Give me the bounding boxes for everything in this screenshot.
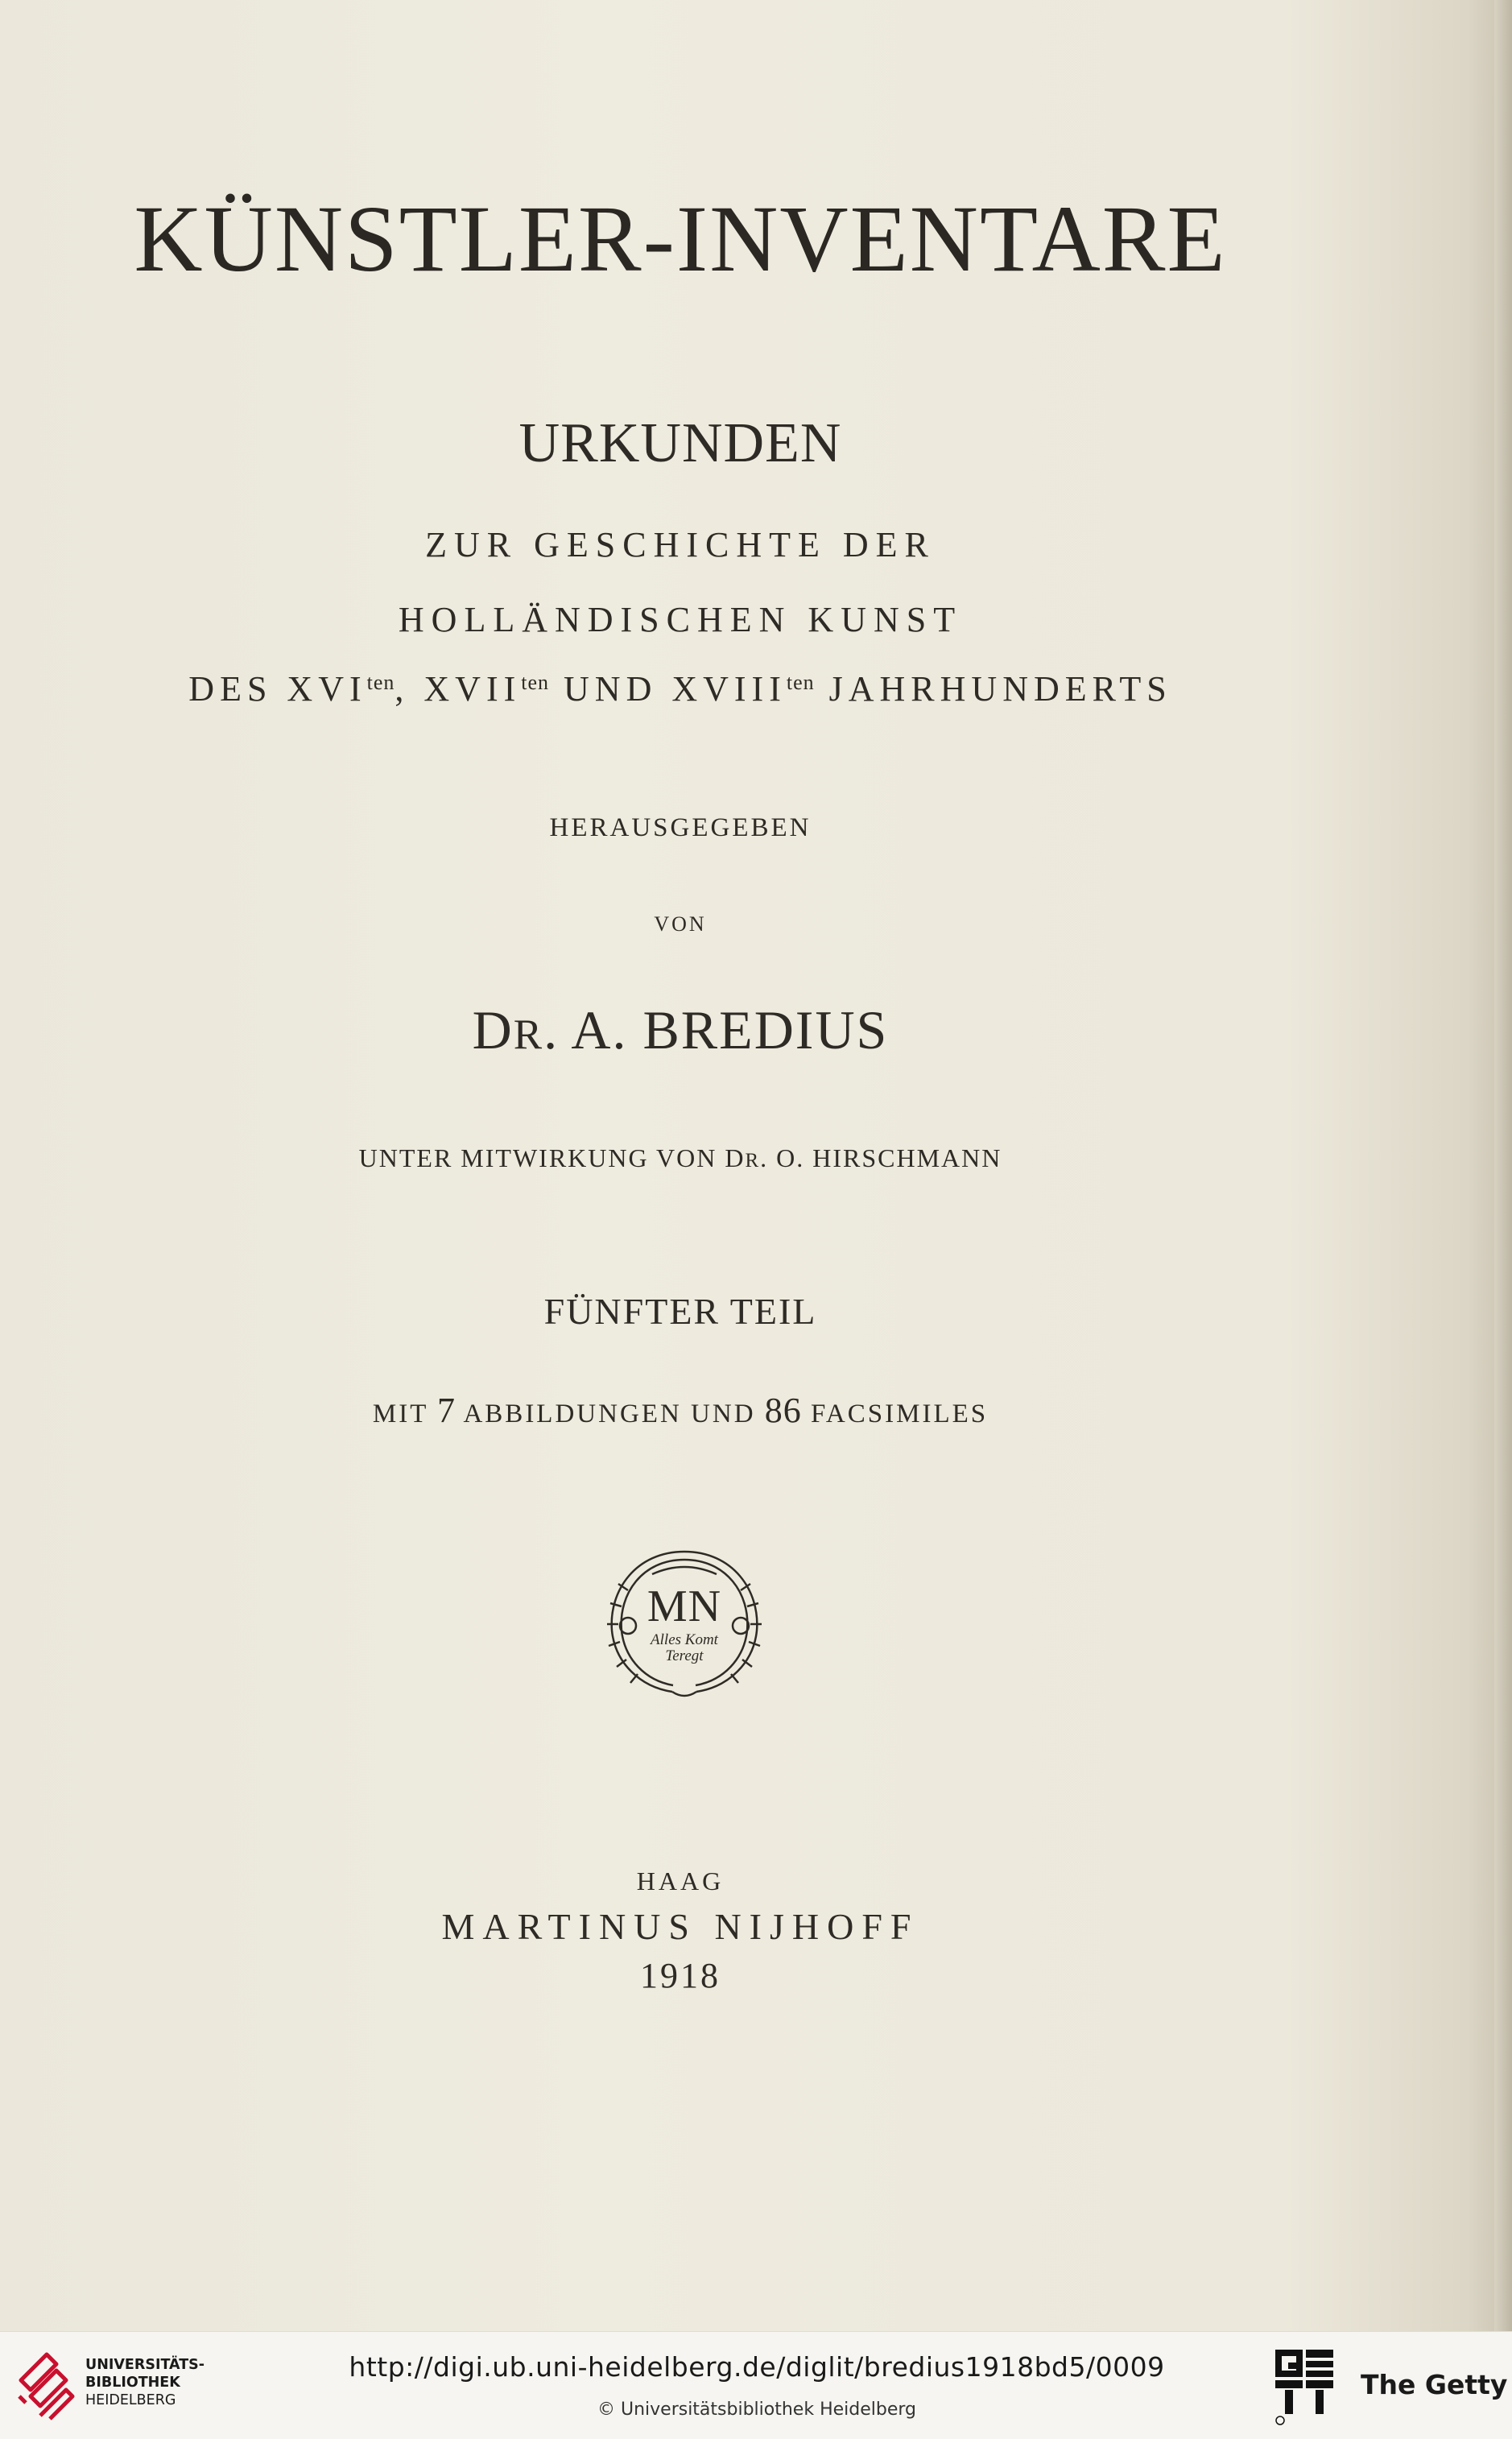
century-16: XVI — [287, 669, 367, 709]
collab-dr-initial: D — [725, 1143, 746, 1172]
ordinal-suffix: ten — [366, 671, 395, 694]
page-edge — [1494, 0, 1512, 2331]
library-line-1: UNIVERSITÄTS- — [85, 2357, 205, 2373]
ordinal-suffix: ten — [521, 671, 550, 694]
illustration-count: 7 — [437, 1391, 456, 1430]
ub-heidelberg-logo-icon — [14, 2348, 77, 2422]
word-des: DES — [188, 669, 273, 709]
word-jahrhunderts: JAHRHUNDERTS — [828, 669, 1172, 709]
dr-initial: D — [472, 999, 514, 1060]
subtitle-line-1: ZUR GESCHICHTE DER — [425, 525, 936, 564]
book-subtitle: URKUNDEN — [518, 412, 842, 474]
collaboration-line — [0, 1145, 1361, 1172]
collab-dr-small-caps: R — [745, 1150, 761, 1172]
word-mit: MIT — [372, 1399, 428, 1428]
monogram: MN — [647, 1581, 722, 1631]
imprint-city: HAAG — [636, 1866, 725, 1895]
author-name — [0, 999, 1361, 1060]
library-name — [85, 2356, 204, 2409]
motto-line-1: Alles Komt — [651, 1631, 718, 1648]
century-17: XVII — [423, 669, 522, 709]
viewer-footer — [0, 2331, 1512, 2439]
library-line-3: HEIDELBERG — [85, 2392, 176, 2408]
dr-small-caps: R — [513, 1011, 544, 1058]
author-surname: . A. BREDIUS — [543, 999, 889, 1060]
library-line-2: BIBLIOTHEK — [85, 2375, 180, 2391]
word-und: UND — [564, 669, 658, 709]
permalink-url[interactable]: http://digi.ub.uni-heidelberg.de/diglit/bredius1918bd5/0009 — [349, 2351, 1165, 2383]
century-18: XVIII — [671, 669, 787, 709]
ordinal-suffix: ten — [786, 671, 815, 694]
collab-prefix: UNTER MITWIRKUNG VON — [358, 1143, 725, 1172]
edited-by: HERAUSGEGEBEN — [549, 813, 812, 842]
copyright-notice: © Universitätsbibliothek Heidelberg — [597, 2400, 916, 2420]
word-abbildungen: ABBILDUNGEN UND — [463, 1399, 756, 1428]
word-facsimiles: FACSIMILES — [811, 1399, 989, 1428]
by-word: VON — [654, 912, 707, 936]
collab-name: . O. HIRSCHMANN — [760, 1143, 1002, 1172]
motto — [596, 1632, 773, 1664]
comma: , — [395, 669, 410, 709]
publisher-mark — [596, 1542, 773, 1703]
illustrations-line — [0, 1393, 1361, 1428]
book-title: KÜNSTLER-INVENTARE — [134, 186, 1227, 291]
getty-logo-icon — [1274, 2348, 1335, 2425]
motto-line-2: Teregt — [665, 1647, 704, 1664]
subtitle-line-3 — [0, 670, 1361, 709]
volume-part: FÜNFTER TEIL — [543, 1291, 817, 1332]
imprint-year: 1918 — [640, 1956, 721, 1995]
subtitle-line-2: HOLLÄNDISCHEN KUNST — [398, 600, 963, 639]
facsimile-count: 86 — [764, 1391, 802, 1430]
imprint-publisher: MARTINUS NIJHOFF — [441, 1906, 919, 1947]
getty-partner-name: The Getty — [1361, 2369, 1508, 2400]
